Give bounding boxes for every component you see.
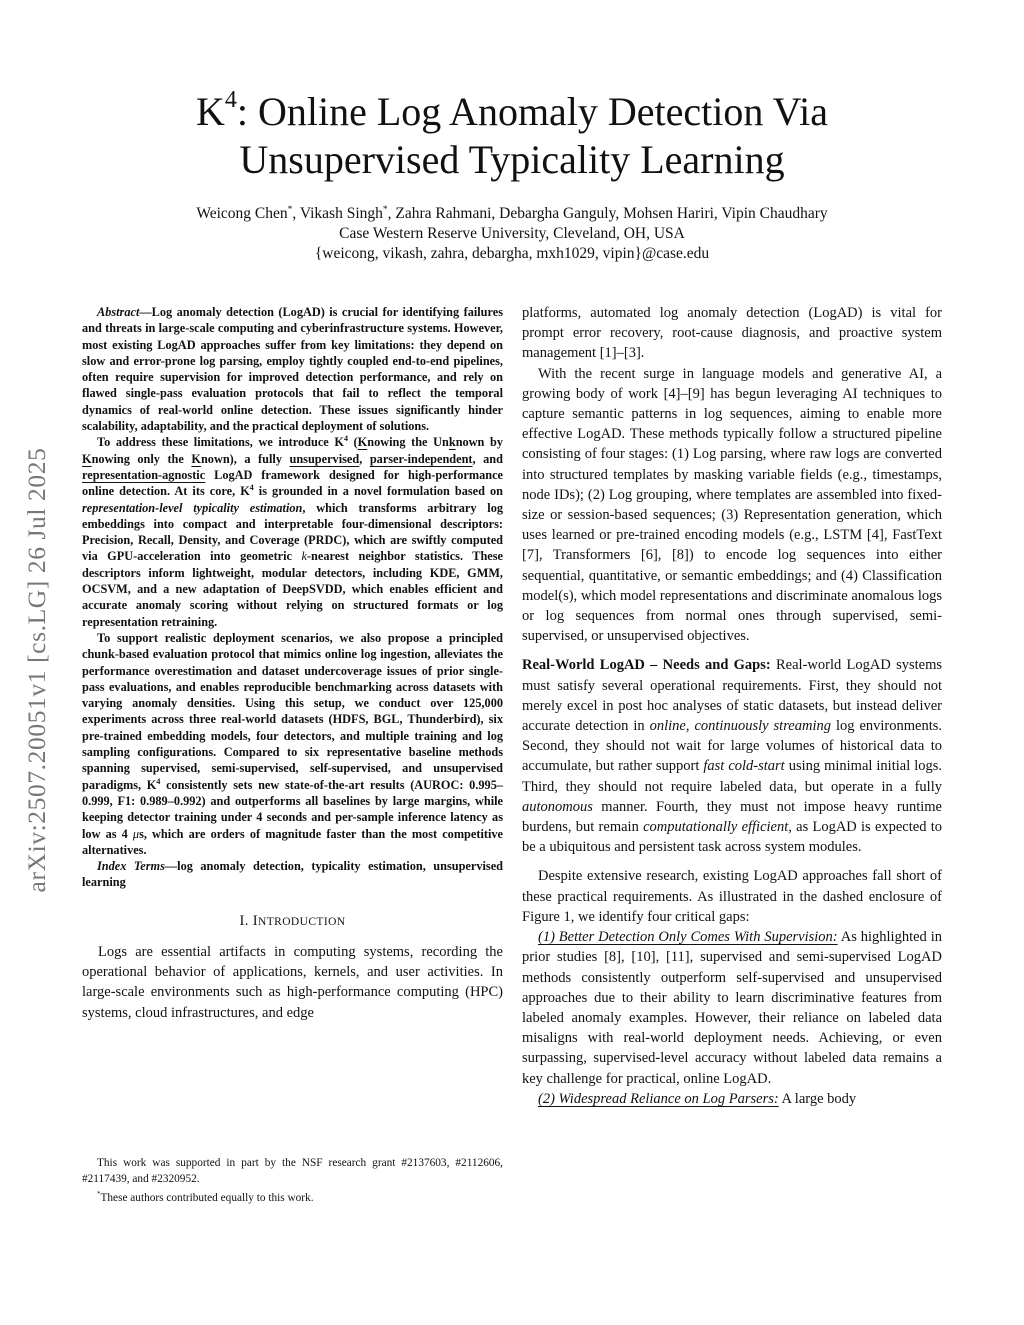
abstract-paragraph-1: Abstract—Log anomaly detection (LogAD) is crucial for identifying failures and threats in large-scale computing and cyberinfrastructure systems. However, most existing LogAD approaches suffer from key limitations: they depend on slow and error-prone log parsing, employ tightly coupled end-to-end pipelines, often require supervision for improved detection performance, and rely on flawed single-pass evaluation protocols that fail to reflect the temporal dynamics of real-world online detection. These issues significantly hinder scalability, adaptability, and the practical deployment of solutions. (82, 305, 503, 434)
right-paragraph-1: platforms, automated log anomaly detection (LogAD) is vital for prompt error recovery, root-cause diagnosis, and proactive system management [1]–[3]. (522, 305, 942, 362)
title-line-2: Unsupervised Typicality Learning (239, 137, 785, 182)
index-terms: Index Terms—log anomaly detection, typicality estimation, unsupervised learning (82, 859, 503, 890)
title-line-1: $K^4$: Online Log Anomaly Detection Via (195, 86, 829, 134)
abstract-label: Abstract (97, 305, 140, 319)
left-column (82, 304, 503, 1023)
paper-title (120, 88, 904, 184)
right-column (522, 303, 942, 1109)
footnote-equal-contribution: *These authors contributed equally to this work. (97, 1190, 314, 1204)
author-block (110, 204, 914, 264)
gap-1-paragraph: (1) Better Detection Only Comes With Supervision: As highlighted in prior studies [8], [10], [11], supervised and semi-supervised LogAD methods consistently outperform self-supervised and unsupervised approaches due to their ability to learn discriminative features from labeled anomaly examples. However, their reliance on labeled data misaligns with real-world deployment needs. Achieving, or even surpassing, supervised-level accuracy without labeled data remains a key challenge for practical, online LogAD. (522, 929, 942, 1087)
section-heading-introduction: I. INTRODUCTION (239, 912, 346, 929)
right-paragraph-2: With the recent surge in language models and generative AI, a growing body of work [4]–[9] has begun leveraging AI techniques to capture semantic patterns in log sequences, aiming to enable more effective LogAD. These methods typically follow a structured pipeline consisting of four stages: (1) Log parsing, where raw logs are converted into structured templates by masking variable fields (e.g., timestamps, node IDs); (2) Log grouping, where templates are assembled into fixed-size or session-based sequences; (3) Representation generation, which uses learned or pre-trained encoding models (e.g., LSTM [4], FastText [7], Transformers [6], [8]) to encode log sequences into either sequential, quantitative, or semantic embeddings; and (4) Classification model(s), which model representations and discriminate anomalous logs or log sequences from normal ones through supervised, semi-supervised, or unsupervised objectives. (522, 365, 942, 645)
arxiv-sidebar-stamp (16, 378, 58, 962)
intro-paragraph-1: Logs are essential artifacts in computing systems, recording the operational behavior of applications, kernels, and user activities. In large-scale environments such as high-performance computing (HPC) systems, cloud infrastructures, and edge (82, 943, 503, 1021)
gap-2-paragraph: (2) Widespread Reliance on Log Parsers: A large body (538, 1090, 857, 1107)
footnotes (82, 1156, 503, 1207)
footnote-funding: This work was supported in part by the NSF research grant #2137603, #2112606, #2117439, and #2320952. (82, 1157, 503, 1185)
right-paragraph-gaps-intro: Despite extensive research, existing LogAD approaches fall short of these practical requirements. As illustrated in the dashed enclosure of Figure 1, we identify four critical gaps: (522, 868, 942, 925)
author-names: Weicong Chen*, Vikash Singh*, Zahra Rahmani, Debargha Ganguly, Mohsen Hariri, Vipin Chaudhary (196, 204, 828, 222)
right-paragraph-needs-gaps: Real-World LogAD – Needs and Gaps: Real-world LogAD systems must satisfy several operational requirements. First, they should not merely excel in post hoc analyses of static datasets, but instead deliver accurate detection in online, continuously streaming log environments. Second, they should not wait for large volumes of historical data to accumulate, but rather support fast cold-start using minimal initial logs. Third, they should not require labeled data, but operate in a fully autonomous manner. Fourth, they must not impose heavy runtime burdens, but remain computationally efficient, as LogAD is expected to be a ubiquitous and persistent task across system modules. (522, 657, 943, 856)
abstract (82, 304, 503, 891)
author-emails: {weicong, vikash, zahra, debargha, mxh1029, vipin}@case.edu (314, 245, 710, 262)
abstract-paragraph-2: To address these limitations, we introduce $K^4$ (Knowing the Unknown by Knowing only the Known), a fully unsupervised, parser-independent, and representation-agnostic LogAD framework designed for high-performance online detection. At its core, $K^4$ is grounded in a novel formulation based on representation-level typicality estimation, which transforms arbitrary log embeddings into compact and interpretable four-dimensional descriptors: Precision, Recall, Density, and Coverage (PRDC), which are swiftly computed via GPU-acceleration into geometric k-nearest neighbor statistics. These descriptors inform lightweight, modular detectors, including KDE, GMM, OCSVM, and a new adaptation of DeepSVDD, which enables efficient and accurate anomaly scoring without relying on structured formats or log representation retraining. (82, 434, 504, 629)
abstract-paragraph-3: To support realistic deployment scenarios, we also propose a principled chunk-based evaluation protocol that mimics online log ingestion, alleviates the performance overestimation and dataset undercoverage issues of prior single-pass evaluations, and enables reproducible benchmarking across datasets with varying anomaly densities. Using this setup, we conduct over 125,000 experiments across three real-world datasets (HDFS, BGL, Thunderbird), six pre-trained embedding models, four detectors, and multiple training and log sampling configurations. Compared to six representative baseline methods spanning supervised, semi-supervised, self-supervised, and unsupervised paradigms, $K^4$ consistently sets new state-of-the-art results (AUROC: 0.995–0.999, F1: 0.989–0.992) and outperforms all baselines by large margins, while keeping detector training under 4 seconds and per-sample inference latency as low as 4 μs, which are orders of magnitude faster than the most competitive alternatives. (82, 630, 503, 857)
arxiv-identifier: arXiv:2507.20051v1 [cs.LG] 26 Jul 2025 (22, 447, 51, 893)
author-affiliation: Case Western Reserve University, Cleveland, OH, USA (339, 225, 685, 242)
